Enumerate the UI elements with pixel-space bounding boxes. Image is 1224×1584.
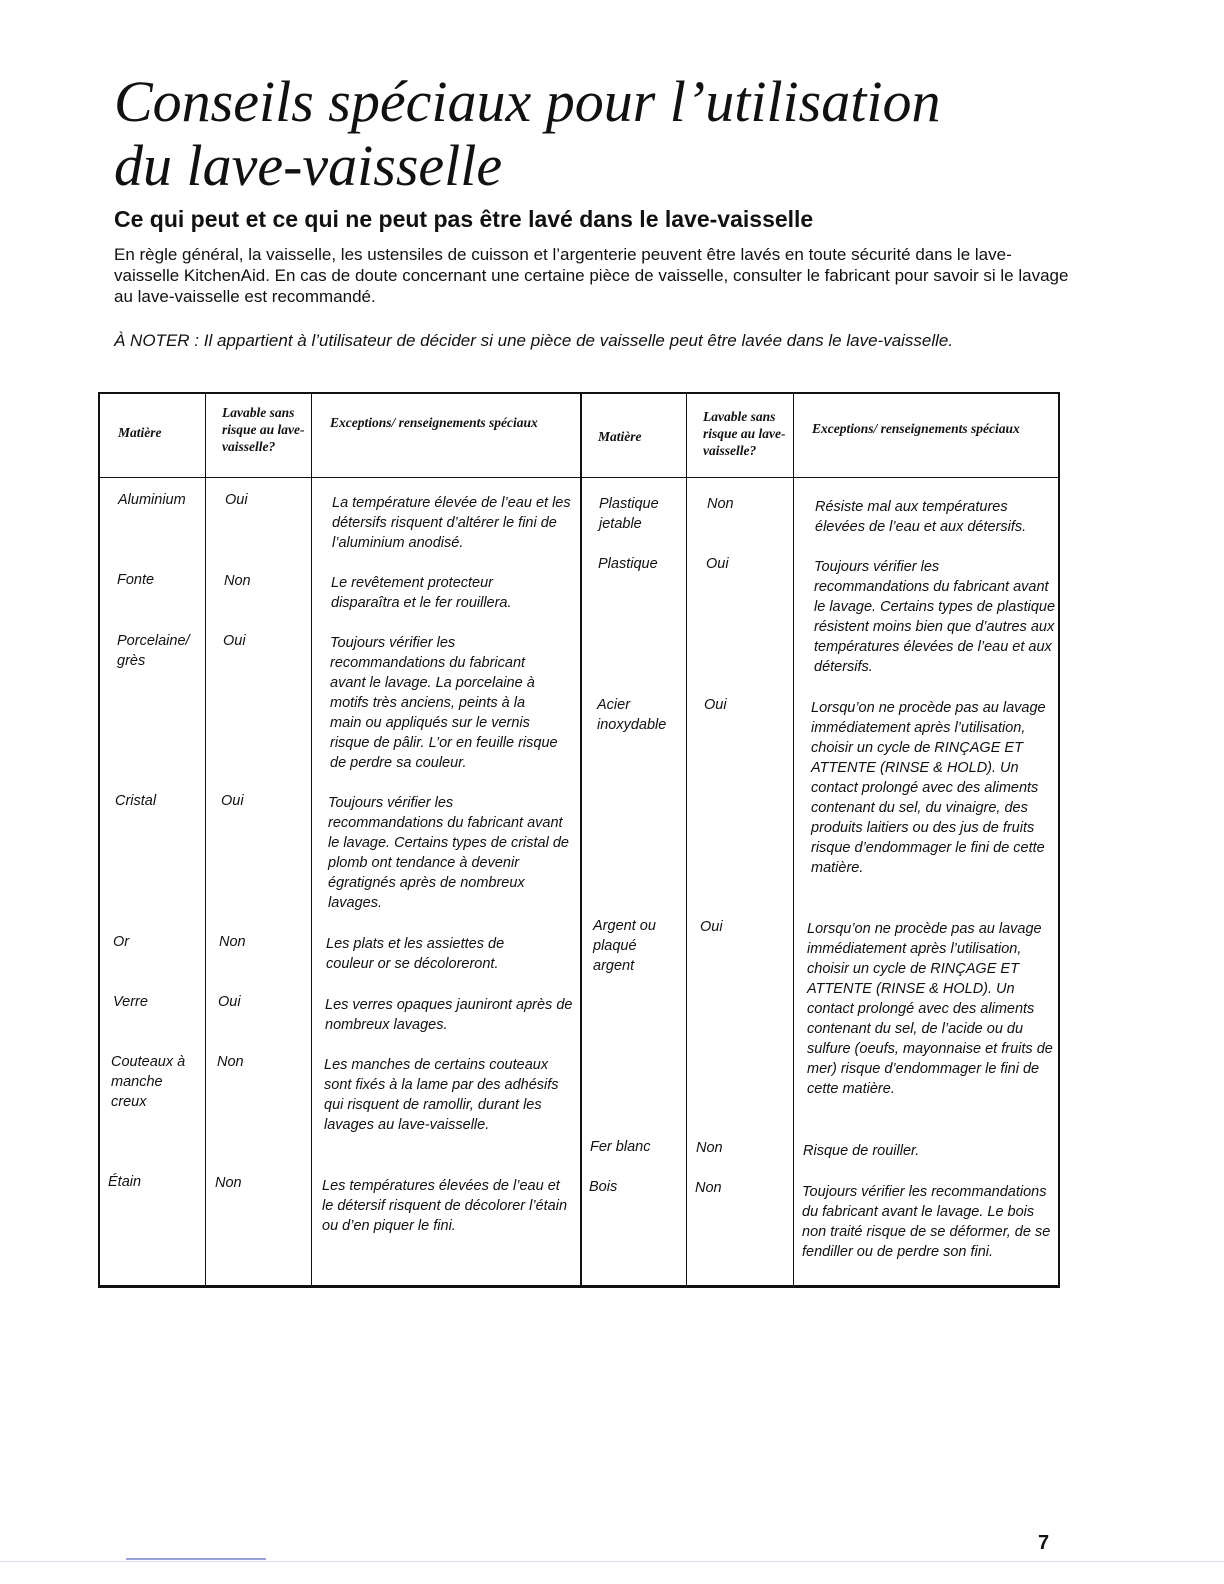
row-material: Plastique: [598, 556, 658, 572]
row-safe: Non: [696, 1140, 723, 1156]
header-material: Matière: [598, 429, 642, 444]
row-note: Les températures élevées de l’eau et le détersif risquent de décolorer l’étain ou d’en piquer le fini.: [322, 1178, 568, 1234]
footer-rule-accent: [126, 1558, 266, 1560]
row-material: Cristal: [115, 793, 157, 809]
row-safe: Oui: [221, 793, 244, 809]
row-note: Risque de rouiller.: [803, 1143, 920, 1159]
page-title-line-1: Conseils spéciaux pour l’utilisation: [114, 69, 941, 134]
page-title-line-2: du lave-vaisselle: [114, 133, 503, 198]
row-safe: Oui: [225, 492, 248, 508]
row-note: Résiste mal aux températures élevées de l’eau et aux détersifs.: [815, 499, 1027, 535]
row-safe: Oui: [218, 994, 241, 1010]
row-material: Fer blanc: [590, 1139, 651, 1155]
row-material: Couteaux à manche creux: [111, 1054, 186, 1110]
row-safe: Non: [215, 1175, 242, 1191]
intro-paragraph: En règle général, la vaisselle, les ustensiles de cuisson et l’argenterie peuvent être lavés en toute sécurité dans le lave-vaisselle KitchenAid. En cas de doute concernant une certaine pièce de vaisselle, consulter le fabricant pour savoir si le lavage au lave-vaisselle est recommandé.: [114, 245, 1069, 306]
table-divider: [793, 392, 794, 1288]
row-note: Toujours vérifier les recommandations du fabricant avant le lavage. Le bois non traité risque de se déformer, de se fendiller ou de perdre son fini.: [802, 1184, 1051, 1260]
row-safe: Non: [217, 1054, 244, 1070]
row-note: Les verres opaques jauniront après de nombreux lavages.: [325, 997, 573, 1033]
table-header-rule: [98, 477, 1060, 478]
row-material: Fonte: [117, 572, 155, 588]
section-heading: Ce qui peut et ce qui ne peut pas être lavé dans le lave-vaisselle: [114, 206, 814, 232]
row-material: Plastique jetable: [599, 496, 659, 532]
row-material: Acier inoxydable: [597, 697, 667, 733]
row-safe: Oui: [704, 697, 727, 713]
row-note: Les plats et les assiettes de couleur or se décoloreront.: [326, 936, 505, 972]
row-note: Toujours vérifier les recommandations du fabricant avant le lavage. La porcelaine à motifs très anciens, peints à la main ou appliqués sur le vernis risque de pâlir. L’or en feuille risque de perdre sa couleur.: [330, 635, 558, 771]
header-material: Matière: [118, 425, 162, 440]
row-safe: Oui: [700, 919, 723, 935]
table-divider: [686, 392, 687, 1288]
table-divider: [205, 392, 206, 1288]
row-note: Toujours vérifier les recommandations du fabricant avant le lavage. Certains types de plastique résistent moins bien que d’autres aux températures élevées de l’eau et aux détersifs.: [814, 559, 1056, 675]
row-safe: Non: [219, 934, 246, 950]
header-exceptions: Exceptions/ renseignements spéciaux: [812, 421, 1020, 436]
row-material: Verre: [113, 994, 148, 1010]
row-material: Argent ou plaqué argent: [593, 918, 656, 974]
note-paragraph: À NOTER : Il appartient à l’utilisateur de décider si une pièce de vaisselle peut être lavée dans le lave-vaisselle.: [114, 331, 954, 350]
row-material: Porcelaine/ grès: [117, 633, 190, 669]
header-exceptions: Exceptions/ renseignements spéciaux: [330, 415, 538, 430]
page-number: 7: [1038, 1532, 1050, 1554]
row-material: Or: [113, 934, 130, 950]
row-note: Toujours vérifier les recommandations du fabricant avant le lavage. Certains types de cristal de plomb ont tendance à devenir égratignés après de nombreux lavages.: [328, 795, 569, 911]
row-safe: Oui: [706, 556, 729, 572]
row-material: Étain: [108, 1174, 142, 1190]
row-safe: Non: [224, 573, 251, 589]
row-note: Lorsqu’on ne procède pas au lavage immédiatement après l’utilisation, choisir un cycle de RINÇAGE ET ATTENTE (RINSE & HOLD). Un contact prolongé avec des aliments contenant du sel, du vinaigre, des produits laitiers ou des jus de fruits risque d’endommager le fini de cette matière.: [811, 700, 1046, 876]
row-note: La température élevée de l’eau et les détersifs risquent d’altérer le fini de l’aluminium anodisé.: [332, 495, 571, 551]
header-safe: Lavable sans risque au lave-vaisselle?: [703, 409, 786, 458]
header-safe: Lavable sans risque au lave-vaisselle?: [222, 405, 305, 454]
row-note: Les manches de certains couteaux sont fixés à la lame par des adhésifs qui risquent de ramollir, durant les lavages au lave-vaisselle.: [324, 1057, 559, 1133]
row-note: Lorsqu’on ne procède pas au lavage immédiatement après l’utilisation, choisir un cycle de RINÇAGE ET ATTENTE (RINSE & HOLD). Un contact prolongé avec des aliments contenant du sel, de l’acide ou du sulfure (oeufs, mayonnaise et fruits de mer) risque d’endommager le fini de cette matière.: [807, 921, 1053, 1097]
row-safe: Oui: [223, 633, 246, 649]
row-safe: Non: [707, 496, 734, 512]
page-title: [114, 70, 1114, 198]
row-note: Le revêtement protecteur disparaîtra et le fer rouillera.: [331, 575, 512, 611]
row-material: Bois: [589, 1179, 618, 1195]
footer-rule: [0, 1561, 1224, 1562]
row-safe: Non: [695, 1180, 722, 1196]
row-material: Aluminium: [118, 492, 186, 508]
table-divider-center: [580, 392, 582, 1288]
table-divider: [311, 392, 312, 1288]
